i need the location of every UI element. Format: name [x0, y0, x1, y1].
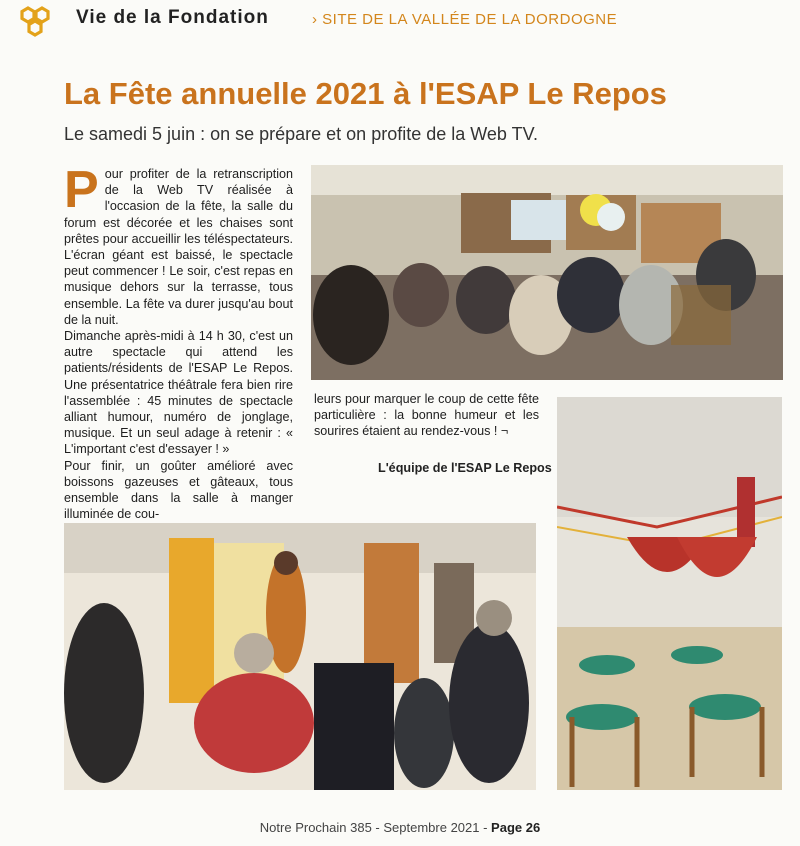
drop-cap: P — [64, 161, 99, 219]
photo-dining-room — [557, 397, 782, 790]
footer-text: Notre Prochain 385 - Septembre 2021 - — [259, 820, 492, 835]
paragraph-1: our profiter de la retranscription de la Web TV réalisée à l'occasion de la fête, la salle du forum est décorée et les chaises sont prêtes pour accueillir les téléspectateurs. L'écran géant est baissé, le spectacle peut commencer ! Le soir, c'est repas en musique dehors sur la terrasse, tous ensemble. La fête va durer jusqu'au bout de la nuit. — [64, 167, 293, 327]
photo-forum-webtv — [311, 165, 783, 380]
paragraph-3: Pour finir, un goûter amélioré avec boissons gazeuses et gâteaux, tous ensemble dans la salle à manger illuminée de cou- — [64, 458, 293, 522]
photo-theatre-show — [64, 523, 536, 790]
article-subtitle: Le samedi 5 juin : on se prépare et on profite de la Web TV. — [64, 124, 538, 144]
paragraph-3-continued: leurs pour marquer le coup de cette fête particulière : la bonne humeur et les sourires étaient au rendez-vous ! ¬ — [314, 392, 539, 439]
paragraph-2: Dimanche après-midi à 14 h 30, c'est un autre spectacle qui attend les patients/résidents de l'ESAP Le Repos. Une présentatrice théâtrale fera bien rire l'assemblée : 45 minutes de spectacle alliant humour, numéro de jonglage, musique. Et un seul adage à retenir : « L'important c'est d'essayer ! » — [64, 329, 293, 457]
page-number: Page 26 — [491, 820, 541, 835]
page-footer — [0, 820, 800, 835]
article-title: La Fête annuelle 2021 à l'ESAP Le Repos — [64, 76, 667, 111]
section-title: Vie de la Fondation — [76, 7, 269, 28]
article-column-2 — [314, 391, 539, 440]
article-signature: L'équipe de l'ESAP Le Repos — [378, 461, 552, 475]
foundation-logo-icon — [18, 6, 54, 40]
site-subtitle: › SITE DE LA VALLÉE DE LA DORDOGNE — [312, 11, 618, 28]
article-column-1 — [64, 161, 293, 522]
